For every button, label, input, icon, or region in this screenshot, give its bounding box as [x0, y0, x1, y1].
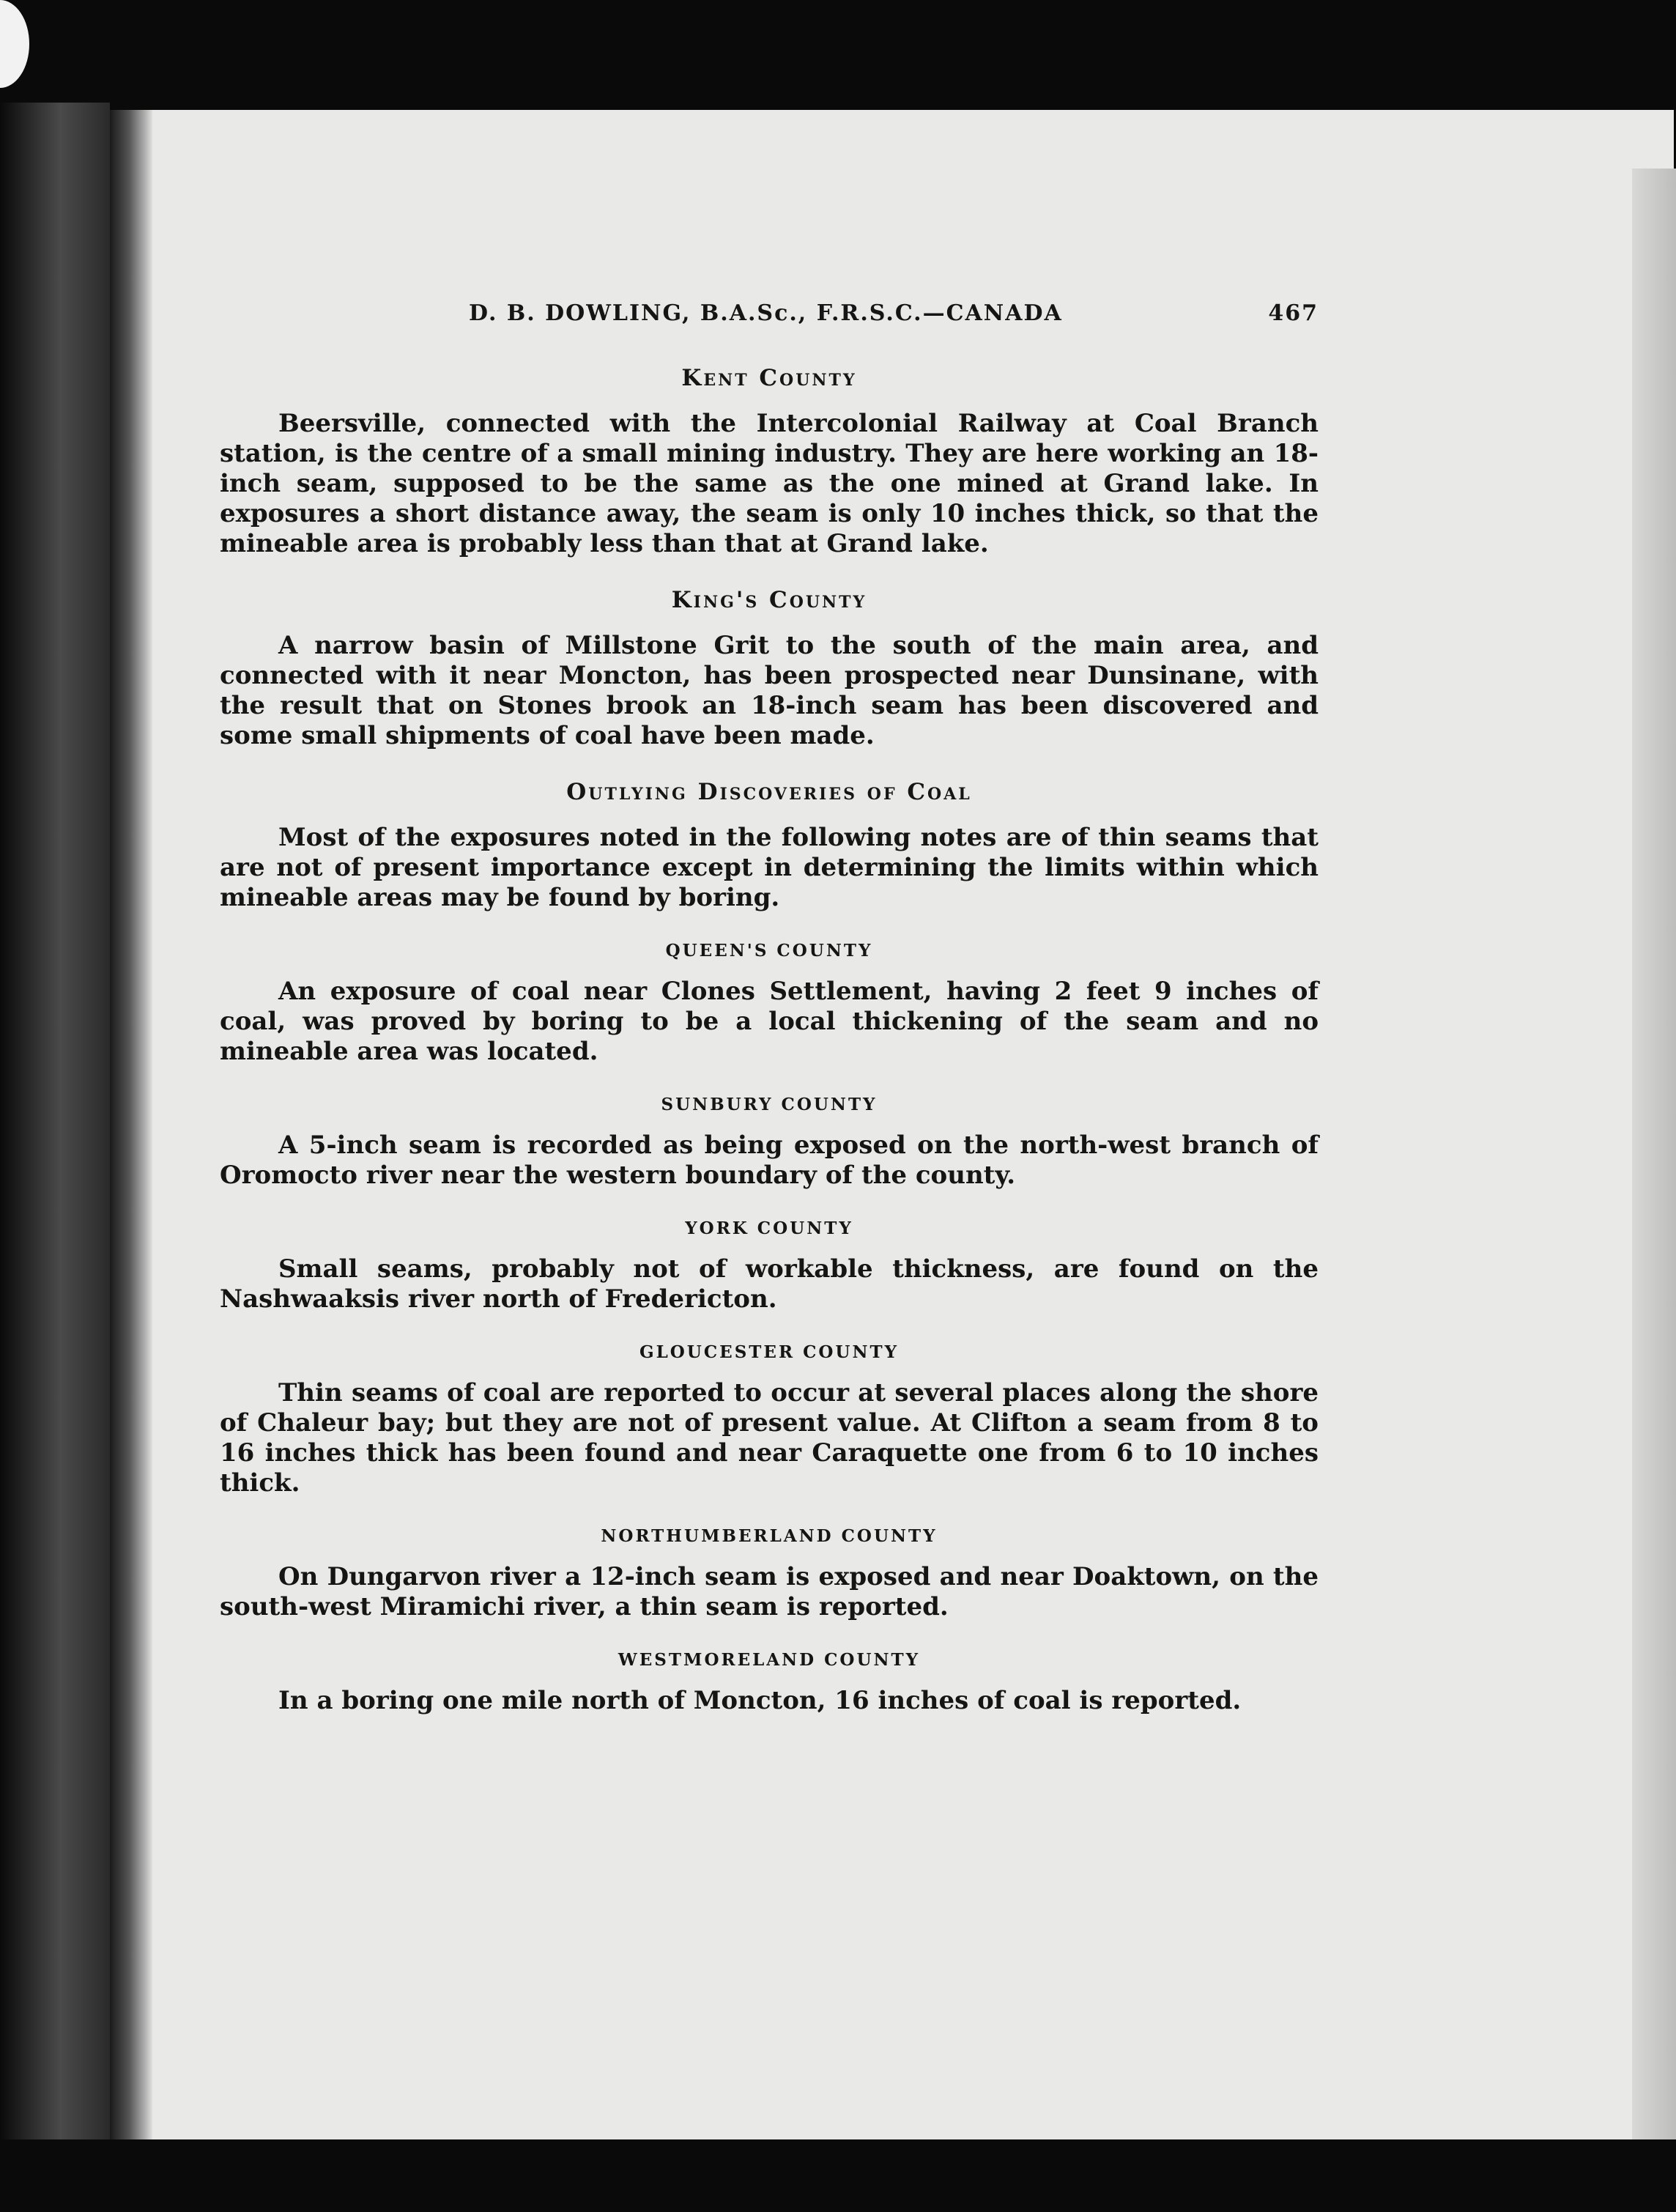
paragraph-kings: A narrow basin of Millstone Grit to the south of the main area, and connected with it near Moncton, has been prospected near Dunsinane, with the result that on Stones brook an 18-inch seam has been discovered and some small shipments of coal have been made.	[220, 631, 1319, 750]
page-number: 467	[1268, 300, 1319, 326]
page-text	[220, 293, 1319, 1716]
page-gutter-shadow	[110, 110, 152, 2139]
paragraph-gloucester: Thin seams of coal are reported to occur at several places along the shore of Chaleur bay; but they are not of present value. At Clifton a seam from 8 to 16 inches thick has been found and near Caraquette one from 6 to 10 inches thick.	[220, 1378, 1319, 1498]
running-head-title: D. B. DOWLING, B.A.Sc., F.R.S.C.—CANADA	[469, 300, 1063, 326]
page-edge-shadow	[1632, 169, 1676, 2139]
paragraph-york: Small seams, probably not of workable thickness, are found on the Nashwaaksis river north of Fredericton.	[220, 1254, 1319, 1314]
paragraph-sunbury: A 5-inch seam is recorded as being exposed on the north-west branch of Oromocto river near the western boundary of the county.	[220, 1131, 1319, 1190]
paragraph-outlying: Most of the exposures noted in the following notes are of thin seams that are not of present importance except in determining the limits within which mineable areas may be found by boring.	[220, 823, 1319, 912]
paragraph-queens: An exposure of coal near Clones Settlement, having 2 feet 9 inches of coal, was proved by boring to be a local thickening of the seam and no mineable area was located.	[220, 977, 1319, 1066]
section-heading-york: YORK COUNTY	[685, 1218, 853, 1238]
paragraph-kent: Beersville, connected with the Intercolonial Railway at Coal Branch station, is the centre of a small mining industry. They are here working an 18-inch seam, supposed to be the same as the one mined at Grand lake. In exposures a short distance away, the seam is only 10 inches thick, so that the mineable area is probably less than that at Grand lake.	[220, 409, 1319, 558]
facing-page-edge	[0, 103, 110, 2139]
paragraph-westmoreland: In a boring one mile north of Moncton, 16 inches of coal is reported.	[278, 1686, 1242, 1715]
section-heading-kings: King's County	[671, 587, 867, 613]
section-heading-sunbury: SUNBURY COUNTY	[661, 1095, 878, 1114]
section-heading-queens: QUEEN'S COUNTY	[665, 941, 873, 961]
scan-artifact	[0, 0, 29, 88]
section-heading-westmoreland: WESTMORELAND COUNTY	[618, 1650, 921, 1670]
section-heading-northumberland: NORTHUMBERLAND COUNTY	[601, 1526, 938, 1546]
section-heading-outlying: Outlying Discoveries of Coal	[566, 779, 972, 805]
running-head	[220, 293, 1319, 337]
paragraph-northumberland: On Dungarvon river a 12-inch seam is exposed and near Doaktown, on the south-west Miramichi river, a thin seam is reported.	[220, 1562, 1319, 1621]
section-heading-gloucester: GLOUCESTER COUNTY	[639, 1342, 900, 1362]
section-heading-kent: Kent County	[681, 365, 857, 391]
